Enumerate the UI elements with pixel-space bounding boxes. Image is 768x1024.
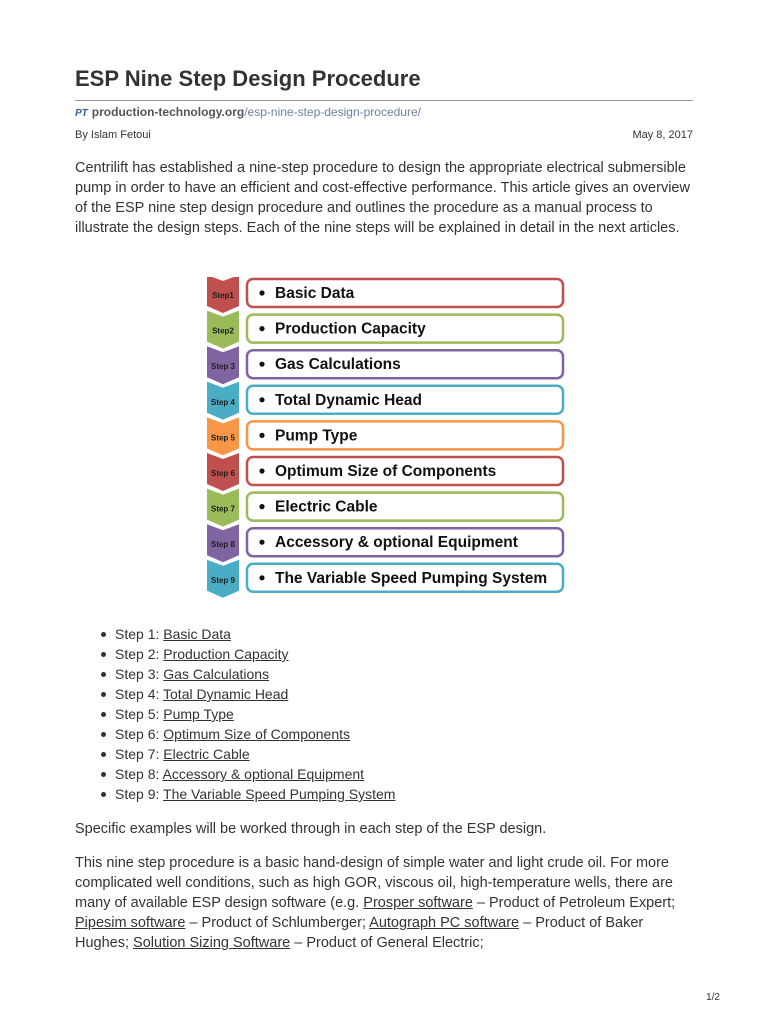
step-bullet — [259, 362, 264, 367]
step-prefix: Step 7: — [115, 746, 164, 762]
step-label: Optimum Size of Components — [275, 463, 497, 480]
step-link-accessory-equipment[interactable]: Accessory & optional Equipment — [162, 766, 365, 782]
step-link-total-dynamic-head[interactable]: Total Dynamic Head — [163, 686, 289, 702]
publish-date: May 8, 2017 — [632, 129, 693, 141]
list-item — [99, 764, 395, 784]
step-label: The Variable Speed Pumping System — [275, 569, 548, 587]
step-link-basic-data[interactable]: Basic Data — [163, 626, 231, 642]
list-item — [99, 624, 395, 644]
step-link-optimum-size[interactable]: Optimum Size of Components — [163, 726, 351, 742]
step-tag: Step 8 — [210, 540, 236, 550]
step-bullet — [259, 504, 264, 509]
step-tag: Step 6 — [210, 469, 236, 478]
step-bullet — [259, 468, 264, 473]
list-item — [99, 664, 395, 684]
step-bullet — [259, 397, 264, 402]
step-prefix: Step 2: — [115, 646, 164, 662]
step-link-production-capacity[interactable]: Production Capacity — [163, 646, 289, 662]
step-tag: Step 4 — [210, 397, 236, 407]
step-prefix: Step 6: — [115, 726, 164, 742]
step-bullet — [259, 433, 264, 438]
byline — [75, 129, 693, 141]
step-label: Basic Data — [275, 285, 355, 302]
step-link-pump-type[interactable]: Pump Type — [163, 706, 234, 722]
examples-paragraph: Specific examples will be worked through in each step of the ESP design. — [75, 821, 547, 837]
step-tag: Step 7 — [210, 504, 236, 514]
prosper-link[interactable]: Prosper software — [363, 895, 473, 911]
page-number: 1/2 — [706, 992, 720, 1003]
software-paragraph: This nine step procedure is a basic hand-design of simple water and light crude oil. For more complicated well conditions, such as high GOR, viscous oil, high-temperature wells, there are many of available ESP design software (e.g. Prosper software – Product of Petroleum Expert; Pipesim software – Product of Schlumberger; Autograph PC software – Product of Baker Hughes; Solution Sizing Software – Product of General Electric; — [75, 855, 676, 951]
step-label: Gas Calculations — [275, 356, 401, 374]
title-divider — [75, 100, 693, 101]
step-tag: Step 3 — [210, 362, 236, 372]
page-title: ESP Nine Step Design Procedure — [75, 66, 421, 91]
source-domain[interactable]: production-technology.org — [91, 105, 245, 119]
step-prefix: Step 9: — [115, 786, 164, 802]
solution-sizing-link[interactable]: Solution Sizing Software — [133, 935, 291, 951]
source-link[interactable] — [75, 105, 421, 119]
step-prefix: Step 8: — [115, 766, 163, 782]
step-tag: Step 5 — [210, 433, 236, 443]
step-tag: Step1 — [212, 291, 234, 300]
intro-paragraph: Centrilift has established a nine-step procedure to design the appropriate electrical submersible pump in order to have an efficient and cost-effective performance. This article gives an overview of the ESP nine step design procedure and outlines the procedure as a manual process to illustrate the design steps. Each of the nine steps will be explained in detail in the next articles. — [75, 160, 690, 236]
list-item — [99, 724, 395, 744]
step-prefix: Step 4: — [115, 686, 164, 702]
step-bullet — [259, 575, 264, 580]
list-item — [99, 704, 395, 724]
site-logo: PT — [75, 108, 88, 119]
list-item — [99, 644, 395, 664]
step-prefix: Step 1: — [115, 626, 164, 642]
step-bullet — [259, 326, 264, 331]
step-bullet — [259, 290, 264, 295]
pipesim-link[interactable]: Pipesim software — [75, 915, 186, 931]
step-label: Accessory & optional Equipment — [275, 534, 518, 552]
autograph-link[interactable]: Autograph PC software — [369, 915, 520, 931]
nine-step-diagram — [207, 277, 565, 609]
step-label: Pump Type — [275, 427, 358, 445]
list-item — [99, 684, 395, 704]
step-bullet — [259, 540, 264, 545]
step-prefix: Step 5: — [115, 706, 164, 722]
step-tag: Step2 — [212, 326, 234, 336]
step-link-electric-cable[interactable]: Electric Cable — [163, 746, 250, 762]
source-path[interactable]: /esp-nine-step-design-procedure/ — [244, 105, 421, 119]
step-label: Production Capacity — [275, 320, 426, 338]
author: By Islam Fetoui — [75, 129, 151, 141]
step-link-variable-speed[interactable]: The Variable Speed Pumping System — [163, 786, 396, 802]
list-item — [99, 784, 395, 804]
step-tag: Step 9 — [210, 575, 236, 585]
step-label: Electric Cable — [275, 498, 378, 516]
step-label: Total Dynamic Head — [275, 391, 423, 409]
list-item — [99, 744, 395, 764]
step-list — [99, 624, 395, 804]
step-prefix: Step 3: — [115, 666, 164, 682]
step-link-gas-calculations[interactable]: Gas Calculations — [163, 666, 270, 682]
